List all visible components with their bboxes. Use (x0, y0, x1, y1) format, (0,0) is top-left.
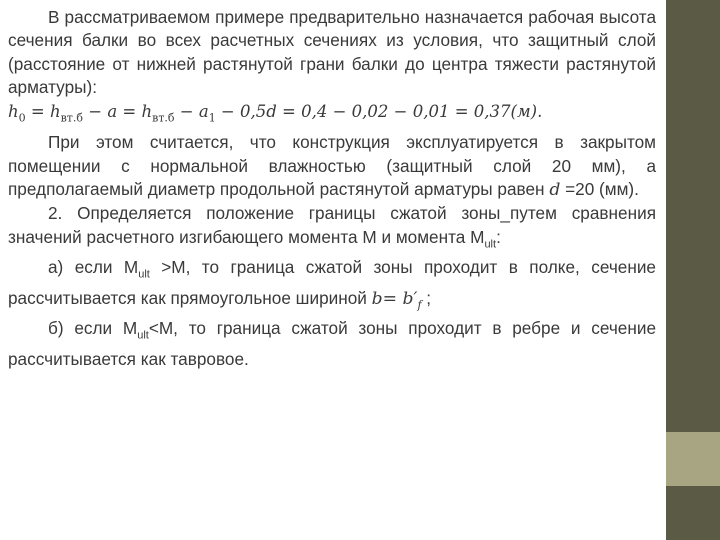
case-b-start: б) если М (48, 317, 138, 338)
formula-sub-1: 1 (208, 111, 216, 125)
paragraph-conditions-end: =20 (мм). (560, 179, 639, 200)
paragraph-case-a (8, 256, 656, 316)
formula-sub-vt-2: вт.б (152, 111, 175, 125)
formula-h-2: h (49, 102, 61, 122)
paragraph-step-2-text: 2. Определяется положение границы сжатой зоны_путем сравнения значений расчетного изгибающего момента М и момента М (8, 203, 656, 247)
formula-minus-a: − a = (83, 102, 142, 122)
formula-sub-0: 0 (18, 111, 26, 125)
formula-sub-vt: вт.б (60, 111, 84, 125)
case-a-start: а) если М (48, 257, 139, 278)
formula-h-3: h (141, 102, 153, 122)
paragraph-step-2 (8, 202, 656, 256)
width-subscript: f (417, 298, 422, 312)
formula-h: h (8, 102, 19, 122)
case-b-text: <М, то граница сжатой зоны проходит в ребре и сечение рассчитывается как тавровое. (8, 317, 657, 369)
case-a-end: ; (421, 288, 432, 309)
width-variable: b= b′ (371, 289, 418, 310)
colon: : (496, 226, 501, 247)
diameter-variable: d (549, 180, 561, 201)
formula-h0 (8, 99, 656, 131)
sidebar-accent-block (666, 432, 720, 486)
paragraph-conditions (8, 131, 656, 202)
formula-minus-a1: − a (174, 102, 209, 122)
paragraph-working-height: В рассматриваемом примере предварительно назначается рабочая высота сечения балки во всех расчетных сечениях из условия, что защитный слой (расстояние от нижней растянутой грани балки до центра тяжести растянутой арматуры): (8, 7, 656, 97)
paragraph-conditions-text: При этом считается, что конструкция эксплуатируется в закрытом помещении с нормальной влажностью (защитный слой 20 мм), а предполагаемый диаметр продольной растянутой арматуры равен (8, 132, 656, 200)
ult-subscript: ult (484, 238, 497, 251)
formula-rest: − 0,5d = 0,4 − 0,02 − 0,01 = 0,37(м). (215, 102, 543, 122)
case-b-ult: ult (137, 329, 149, 342)
formula-eq: = (25, 102, 50, 122)
paragraph-case-b (8, 317, 656, 371)
case-a-ult: ult (138, 268, 150, 281)
slide-text (8, 6, 656, 371)
case-a-text: >М, то граница сжатой зоны проходит в полке, сечение рассчитывается как прямоугольное шириной (8, 257, 656, 309)
